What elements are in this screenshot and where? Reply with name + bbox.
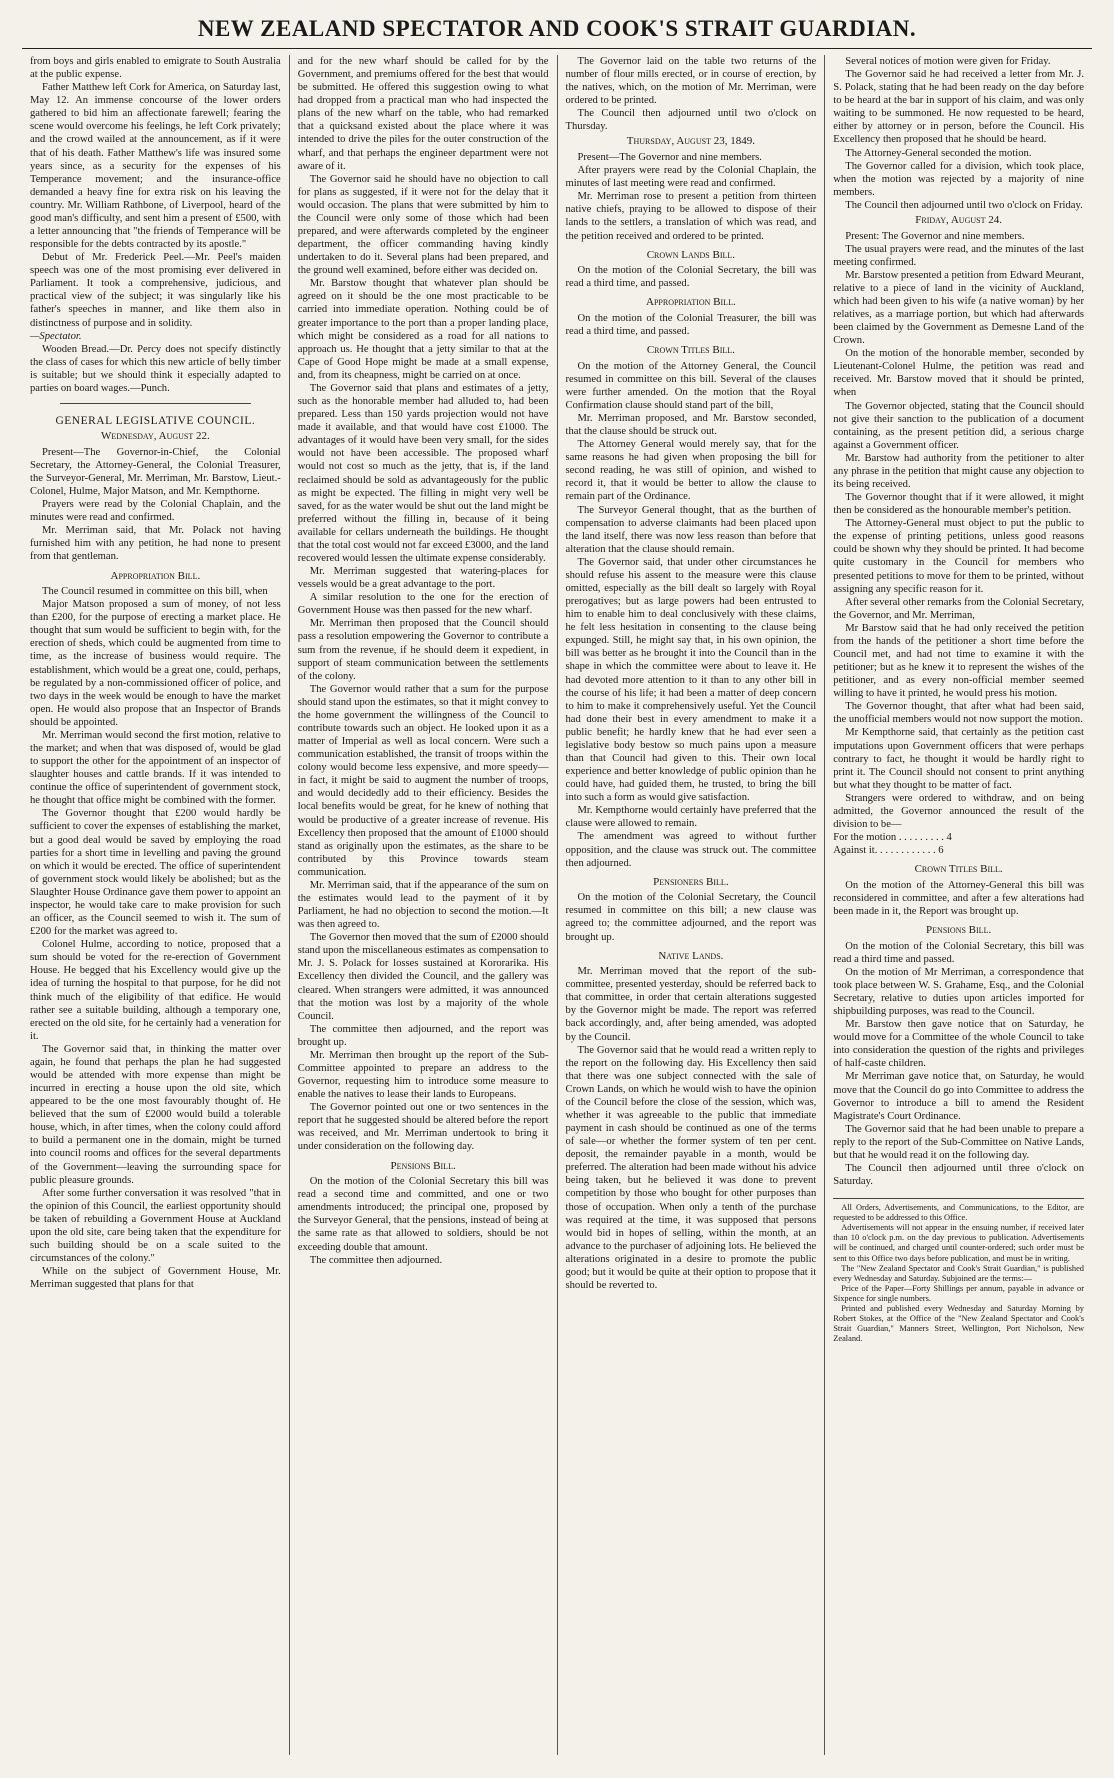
- paragraph: Present—The Governor-in-Chief, the Colonial Secretary, the Attorney-General, the Colonial Treasurer, the Surveyor-General, Mr. Merriman, Mr. Barstow, Lieut.-Colonel, Hulme, Major Matson, and Mr. Kempthorne.: [30, 446, 281, 498]
- paragraph: Colonel Hulme, according to notice, proposed that a sum should be voted for the re-erection of Government House. He begged that his Excellency would give up the idea of turning the hospital to that purpose, for he did not think much of the eligibility of that edifice. He would rather see a suitable building, although a temporary one, erected on the old site, for he certainly had a veneration for it.: [30, 939, 281, 1042]
- paragraph: The Governor said that he had been unable to prepare a reply to the report of the Sub-Committee on Native Lands, but that he would read it on the following day.: [833, 1123, 1084, 1161]
- paragraph: Mr. Merriman said, that if the appearance of the sum on the estimates would lead to the payment of it by Parliament, he had no objection to second the motion.—It was then agreed to.: [297, 879, 549, 931]
- paragraph: The Council resumed in committee on this bill, when: [42, 586, 268, 598]
- vote-for: For the motion . . . . . . . . . 4: [833, 832, 952, 844]
- paragraph: Debut of Mr. Frederick Peel.—Mr. Peel's maiden speech was one of the most promising ever delivered in Parliament. It took a comprehensive, judicious, and practical view of the subject; it was singularly like his father's speeches in manner, and like them also in distinctness of purpose and in solidity.: [30, 252, 281, 329]
- paragraph: Mr. Merriman proposed, and Mr. Barstow seconded, that the clause should be struck out.: [565, 412, 817, 438]
- paragraph: The committee then adjourned, and the report was brought up.: [297, 1023, 549, 1048]
- session-date: Friday, August 24.: [915, 213, 1002, 226]
- paragraph: The Surveyor General thought, that as the burthen of compensation to adverse claimants had been placed upon the land itself, there was now less reason than before that alteration that the clause should remain.: [565, 504, 817, 555]
- column-4: [824, 55, 1092, 1755]
- bill-heading: Appropriation Bill.: [646, 296, 736, 309]
- paragraph: On the motion of Mr Merriman, a correspondence that took place between W. S. Grahame, Esq., and the Colonial Secretary, relative to duties upon articles imported for shipbuilding purposes, was read to the Council.: [833, 966, 1084, 1018]
- bill-heading: Pensions Bill.: [926, 924, 992, 937]
- notice: Printed and published every Wednesday and Saturday Morning by Robert Stokes, at the Office of the "New Zealand Spectator and Cook's Strait Guardian," Manners Street, Wellington, Port Nicholson, New Zealand.: [833, 1303, 1084, 1344]
- publisher-notices: [833, 1198, 1084, 1344]
- paragraph: The Governor objected, stating that the Council should not give their sanction to the publication of a document containing, as the present petition did, a serious charge against a Government officer.: [833, 400, 1084, 451]
- bill-heading: Crown Lands Bill.: [646, 248, 736, 261]
- paragraph: The committee then adjourned.: [309, 1254, 443, 1266]
- bill-heading: Native Lands.: [658, 949, 724, 962]
- paragraph: After several other remarks from the Colonial Secretary, the Governor, and Mr. Merriman,: [833, 596, 1085, 621]
- divider: [60, 403, 251, 404]
- paragraph: The Governor said that he would read a written reply to the report on the following day. His Excellency then said that there was one subject connected with the sale of Crown Lands, on which he would wish to have the opinion of the Council before the close of the session, which was, whether it was agreeable to the public that immediate payment in cash should be continued as one of the terms of sale—or whether the former system of ten per cent. deposit, the remainder payable in a month, would be preferred. The alteration had been made without his advice being taken, but he believed it was done to prevent competition by those who bought for other purposes than those of occupation. When only a tenth of the purchase was required at the time, it was supposed that persons would bid in hopes of selling, within the month, at an advance to the purchaser of adjoining lots. He believed the alterations originated in a desire to promote the public good; but it would be quite at their option to propose that it should be reverted to.: [565, 1044, 817, 1292]
- masthead: NEW ZEALAND SPECTATOR AND COOK'S STRAIT GUARDIAN.: [22, 16, 1092, 49]
- notice: The "New Zealand Spectator and Cook's Strait Guardian," is published every Wednesday and Saturday. Subjoined are the terms:—: [833, 1263, 1084, 1283]
- columns: [22, 55, 1092, 1755]
- paragraph: The Governor then moved that the sum of £2000 should stand upon the miscellaneous estimates as compensation to Mr. J. S. Polack for losses sustained at Kororarika. His Excellency then divided the Council, and the gallery was cleared. When strangers were admitted, it was announced that the motion was lost by a majority of the whole Council.: [297, 932, 549, 1022]
- paragraph: Mr. Merriman rose to present a petition from thirteen native chiefs, praying to be allowed to dispose of their lands to the settlers, a translation of which was read, and the petition received and ordered to be printed.: [565, 191, 817, 242]
- paragraph: Present—The Governor and nine members.: [577, 152, 762, 164]
- paragraph: On the motion of the Attorney-General this bill was reconsidered in committee, and after a few alterations had been made in it, the Report was brought up.: [833, 879, 1084, 917]
- paragraph: Mr Kempthorne said, that certainly as the petition cast imputations upon Government officers that were perhaps contrary to fact, he thought it would be hardly right to print it. The Council should not consent to print anything but what they thought to be matter of fact.: [833, 727, 1084, 791]
- paragraph: The Governor said he should have no objection to call for plans as suggested, if it were not for the delay that it would occasion. The plans that were submitted by him to the Council were only some of those which had been prepared, and were afterwards completed by the engineer department, the officer commanding having kindly undertaken to do it. Several plans had been prepared, and the ground well examined, before either was decided on.: [297, 173, 549, 277]
- paragraph: The Governor said he had received a letter from Mr. J. S. Polack, stating that he had been ready on the day before to be heard at the bar in support of his claim, and was only waiting to be summoned. He now requested to be heard, either by attorney or in person, before the Council. His Excellency then proposed that he should be heard.: [833, 69, 1084, 146]
- paragraph: The Governor called for a division, which took place, when the motion was rejected by a majority of nine members.: [833, 160, 1084, 198]
- vote-against: Against it. . . . . . . . . . . . 6: [833, 845, 944, 857]
- paragraph: On the motion of the Colonial Secretary, the Council resumed in committee on this bill; a new clause was agreed to; the committee adjourned, and the report was brought up.: [565, 892, 817, 943]
- bill-heading: Pensions Bill.: [390, 1159, 456, 1172]
- bill-heading: Appropriation Bill.: [110, 569, 201, 582]
- paragraph: Mr. Merriman said, that Mr. Polack not having furnished him with any petition, he had none to present from that gentleman.: [30, 525, 281, 563]
- paragraph: After prayers were read by the Colonial Chaplain, the minutes of last meeting were read and confirmed.: [565, 165, 817, 190]
- source-credit: —Spectator.: [30, 330, 82, 342]
- bill-heading: Pensioners Bill.: [653, 875, 729, 888]
- paragraph: Strangers were ordered to withdraw, and on being admitted, the Governor announced the result of the division to be—: [833, 792, 1084, 831]
- paragraph: The Attorney-General seconded the motion.: [845, 147, 1032, 159]
- paragraph: Mr. Barstow then gave notice that on Saturday, he would move for a Committee of the whole Council to take into consideration the question of the rights and privileges of half-caste children.: [833, 1019, 1084, 1070]
- session-date: Wednesday, August 22.: [100, 430, 210, 443]
- paragraph: The Governor said that, in thinking the matter over again, he found that perhaps the plan he had suggested would be attended with more expense than might be incurred in erecting a house upon the old site, which appeared to be the one most favourably thought of. He believed that the sum of £2000 would build a tolerable house, which, in after times, when the colony could afford to build a permanent one in the domain, might be turned into council rooms and offices for the several departments of the Government—leaving the surrounding space for public pleasure grounds.: [30, 1043, 281, 1186]
- paragraph: from boys and girls enabled to emigrate to South Australia at the public expense.: [30, 56, 281, 81]
- column-1: [22, 55, 289, 1755]
- paragraph: Mr. Merriman would second the first motion, relative to the market; and when that was disposed of, would be glad to support the other for the appointment of an inspector of slaughter houses and cattle brands. If it was intended to continue the office of superintendent of government stock, he thought that office might be combined with the former.: [30, 729, 281, 807]
- paragraph: Mr. Barstow thought that whatever plan should be agreed on it should be the one most practicable to be carried into immediate operation. Nothing could be of greater importance to the port than a proper landing place, which might be considered as a road for all nations to approach us. He thought that a jetty similar to that at the Cape of Good Hope might be made at a small expense, and, from its cheapness, might be carried on at once.: [297, 278, 549, 381]
- paragraph: On the motion of the Colonial Secretary, the bill was read a third time, and passed.: [565, 265, 817, 290]
- paragraph: The Governor thought that £200 would hardly be sufficient to cover the expenses of establishing the market, but a good deal would be saved by employing the road parties for a short time in levelling and paving the ground on which it would be erected. The office of superintendent of government stock would likely be abolished; but as the Slaughter House Ordinance gave them power to appoint an inspector, he would take care to make provision for such an officer, as the Council seemed to wish it. The sum of £200 for the market was agreed to.: [30, 808, 281, 938]
- paragraph: Wooden Bread.—Dr. Percy does not specify distinctly the class of cases for which this new article of belly timber is suitable; but we should think it especially adapted to parties on board wages.—Punch.: [30, 343, 281, 394]
- column-2: [289, 55, 557, 1755]
- paragraph: Mr. Merriman then brought up the report of the Sub-Committee appointed to prepare an address to the Governor, requesting him to introduce some measure to enable the natives to lease their lands to Europeans.: [297, 1049, 549, 1101]
- paragraph: The Governor said that plans and estimates of a jetty, such as the honorable member had alluded to, had been prepared. Less than 150 yards projection would not have made it available, and that would have cost £1000. The advantages of it would have been very small, for the sides would not have been accessible. The proposed wharf would not cost so much as the jetty, that is, if the land reclaimed should be sold as advantageously for the public as might be expected. The filling in might very well be saved, for as the water would be shut out the land might be preferred without the filling in, because of it being available for cellars underneath the buildings. He thought that the total cost would not far exceed £3000, and the land recovered would lessen the ultimate expense considerably.: [297, 382, 549, 564]
- paragraph: Major Matson proposed a sum of money, of not less than £200, for the purpose of erecting a market place. He thought that sum would be sufficient to begin with, for the erection of sheds, which could be augmented from time to time, as the increase of business would require. The establishment, which would be a great one, could, perhaps, be regulated by a non-commissioned officer of police, and two days in the week would be enough to have the market open. He would also propose that an Inspector of Brands should be appointed.: [30, 599, 281, 728]
- paragraph: The Attorney-General must object to put the public to the expense of printing petitions, unless good reasons could be shown why they should be printed. It had become quite customary in the Council for members who presented petitions to move for them to be printed, without assigning any specific reason for it.: [833, 518, 1084, 595]
- paragraph: The Attorney General would merely say, that for the same reasons he had given when proposing the bill for second reading, he was still of opinion, and wished to record it, that it would be better to allow the clause to remain part of the Ordinance.: [565, 439, 817, 503]
- paragraph: Father Matthew left Cork for America, on Saturday last, May 12. An immense concourse of the lower orders gathered to bid him an affectionate farewell; fearing the scene would overcome his feelings, he left Cork privately; and the crowd wailed at the announcement, as if it were that of his death. Father Matthew's life was insured some years since, as a security for the expenses of his Temperance movement; and the insurance-office demanded a heavy fine for extra risk on his leaving the country. Mr. William Rathbone, of Liverpool, heard of the good man's difficulty, and sent him a present of £500, with a letter announcing that "the friends of Temperance will be responsible for the debts contracted by its apostle.": [30, 82, 281, 251]
- paragraph: The Governor laid on the table two returns of the number of flour mills erected, or in course of erection, by the natives, which, on the motion of Mr. Merriman, were ordered to be printed.: [565, 56, 817, 107]
- section-heading: GENERAL LEGISLATIVE COUNCIL.: [55, 415, 256, 428]
- paragraph: After some further conversation it was resolved "that in the opinion of this Council, the earliest opportunity should be taken of rebuilding a Government House at Auckland upon the old site, care being taken that the expenditure for such building should be on a scale suited to the circumstances of the colony.": [30, 1187, 281, 1265]
- notice: All Orders, Advertisements, and Communications, to the Editor, are requested to be addressed to this Office.: [833, 1203, 1084, 1223]
- paragraph: Mr. Barstow presented a petition from Edward Meurant, relative to a piece of land in the vicinity of Auckland, which had been given to his wife (a native woman) by her relatives, as a marriage portion, but which had afterwards been claimed by the Government as Demesne Land of the Crown.: [833, 269, 1084, 347]
- paragraph: On the motion of the Colonial Treasurer, the bill was read a third time, and passed.: [565, 312, 817, 337]
- paragraph: On the motion of the Colonial Secretary, this bill was read a third time and passed.: [833, 940, 1084, 965]
- column-3: [557, 55, 825, 1755]
- paragraph: Mr. Barstow had authority from the petitioner to alter any phrase in the petition that might cause any objection to its being received.: [833, 452, 1084, 490]
- paragraph: A similar resolution to the one for the erection of Government House was then passed for the new wharf.: [297, 592, 549, 617]
- paragraph: The Governor said, that under other circumstances he should refuse his assent to the measure were this clause omitted, especially as the bill dealt so largely with Royal prerogatives; but as large powers had been entrusted to him to enable him to deal conclusively with these claims, he felt less hesitation in consenting to the clause being expunged. Still, he might say that, in his own opinion, the bill was better as he brought it into the Council than in the shape in which the committee were about to leave it. He had devoted more attention to it than to any other bill in the course of his life; it had been a matter of deep concern to him to make it comprehensively useful. Yet the Council had done their best in every amendment to make it a public benefit; he hardly knew that he had ever seen a legislative body bestow so much pains upon a measure than that Council had given to this. Their own local experience and better knowledge of public opinion than he could have, had guided them, he trusted, to bring the bill into such a form as would give satisfaction.: [565, 556, 817, 804]
- paragraph: The Governor thought, that after what had been said, the unofficial members would not now support the motion.: [833, 701, 1084, 726]
- notice: Advertisements will not appear in the ensuing number, if received later than 10 o'clock p.m. on the day previous to publication. Advertisements will be continued, and charged until counter-ordered; such order must be sent to this Office two days before publication, and must be in writing.: [833, 1223, 1084, 1263]
- bill-heading: Crown Titles Bill.: [914, 863, 1003, 876]
- paragraph: On the motion of the honorable member, seconded by Lieutenant-Colonel Hulme, the petition was read and received. Mr. Barstow moved that it should be printed, when: [833, 348, 1084, 399]
- paragraph: The Council then adjourned until three o'clock on Saturday.: [833, 1162, 1084, 1188]
- paragraph: Mr Merriman gave notice that, on Saturday, he would move that the Council do go into Committee to address the Governor to introduce a bill to amend the Resident Magistrate's Court Ordinance.: [833, 1071, 1084, 1122]
- bill-heading: Crown Titles Bill.: [646, 344, 735, 357]
- paragraph: and for the new wharf should be called for by the Government, and premiums offered for the best that would be submitted. He offered this suggestion owing to what had dropped from a practical man who had inspected the plans of the new wharf on the table, who had remarked that a quicksand existed about the place where it was intended to drive the piles for the outer construction of the wharf, and that perhaps the engineer department were not aware of it.: [297, 56, 549, 172]
- paragraph: Mr. Merriman suggested that watering-places for vessels would be a great advantage to the port.: [297, 566, 549, 591]
- paragraph: The Governor would rather that a sum for the purpose should stand upon the estimates, so that it might convey to the home government the willingness of the Council to contribute towards such an object. He looked upon it as a matter of Imperial as well as local concern. Were such a communication established, the transit of troops within the colony would become less expensive, and more speedy—in fact, it might be said to augment the number of troops, and would decidedly add to their efficiency. Besides the local benefits would be great, for he knew of nothing that would be productive of a greater increase of revenue. His Excellency then proposed that the amount of £1000 should stand as originally upon the estimates, as the share to be contributed by this Province towards steam communication.: [297, 683, 549, 878]
- paragraph: The Council then adjourned until two o'clock on Friday.: [845, 199, 1083, 211]
- paragraph: Present: The Governor and nine members.: [845, 230, 1025, 242]
- notice: Price of the Paper—Forty Shillings per annum, payable in advance or Sixpence for single numbers.: [833, 1283, 1084, 1303]
- paragraph: The Governor thought that if it were allowed, it might then be considered as the honourable member's petition.: [833, 492, 1084, 517]
- paragraph: On the motion of the Colonial Secretary this bill was read a second time and committed, and one or two amendments introduced; the principal one, proposed by the Surveyor General, that the pensions, instead of being at the same rate as that allowed to soldiers, should be not exceeding double that amount.: [297, 1176, 549, 1253]
- paragraph: On the motion of the Attorney General, the Council resumed in committee on this bill. Several of the clauses were further amended. On the motion that the Royal Confirmation clause should stand part of the bill,: [565, 360, 817, 411]
- paragraph: While on the subject of Government House, Mr. Merriman suggested that plans for that: [30, 1266, 281, 1291]
- session-date: Thursday, August 23, 1849.: [626, 135, 755, 148]
- paragraph: Mr. Merriman then proposed that the Council should pass a resolution empowering the Governor to contribute a sum from the revenue, if he should deem it expedient, in support of steam communication between the settlements of the colony.: [297, 618, 549, 682]
- paragraph: Mr. Merriman moved that the report of the sub-committee, presented yesterday, should be referred back to that committee, in order that certain alterations suggested by the Governor might be made. The report was referred back accordingly, and, after being amended, was adopted by the Council.: [565, 966, 817, 1043]
- paragraph: The Council then adjourned until two o'clock on Thursday.: [565, 108, 817, 133]
- paragraph: The usual prayers were read, and the minutes of the last meeting confirmed.: [833, 243, 1084, 268]
- paragraph: The amendment was agreed to without further opposition, and the clause was struck out. The committee then adjourned.: [565, 831, 817, 869]
- paragraph: The Governor pointed out one or two sentences in the report that he suggested should be altered before the report was received, and Mr. Merriman undertook to bring it under consideration on the following day.: [297, 1102, 549, 1153]
- paragraph: Mr. Kempthorne would certainly have preferred that the clause were allowed to remain.: [565, 805, 817, 830]
- paragraph: Several notices of motion were given for Friday.: [845, 56, 1051, 67]
- paragraph: Mr Barstow said that he had only received the petition from the hands of the petitioner a short time before the Council met, and had not time to examine it with the petitioner; but as he knew it to represent the wishes of the petitioner, and as every non-official member seemed willing to have it printed, he would press his motion.: [833, 622, 1084, 700]
- paragraph: Prayers were read by the Colonial Chaplain, and the minutes were read and confirmed.: [30, 499, 281, 524]
